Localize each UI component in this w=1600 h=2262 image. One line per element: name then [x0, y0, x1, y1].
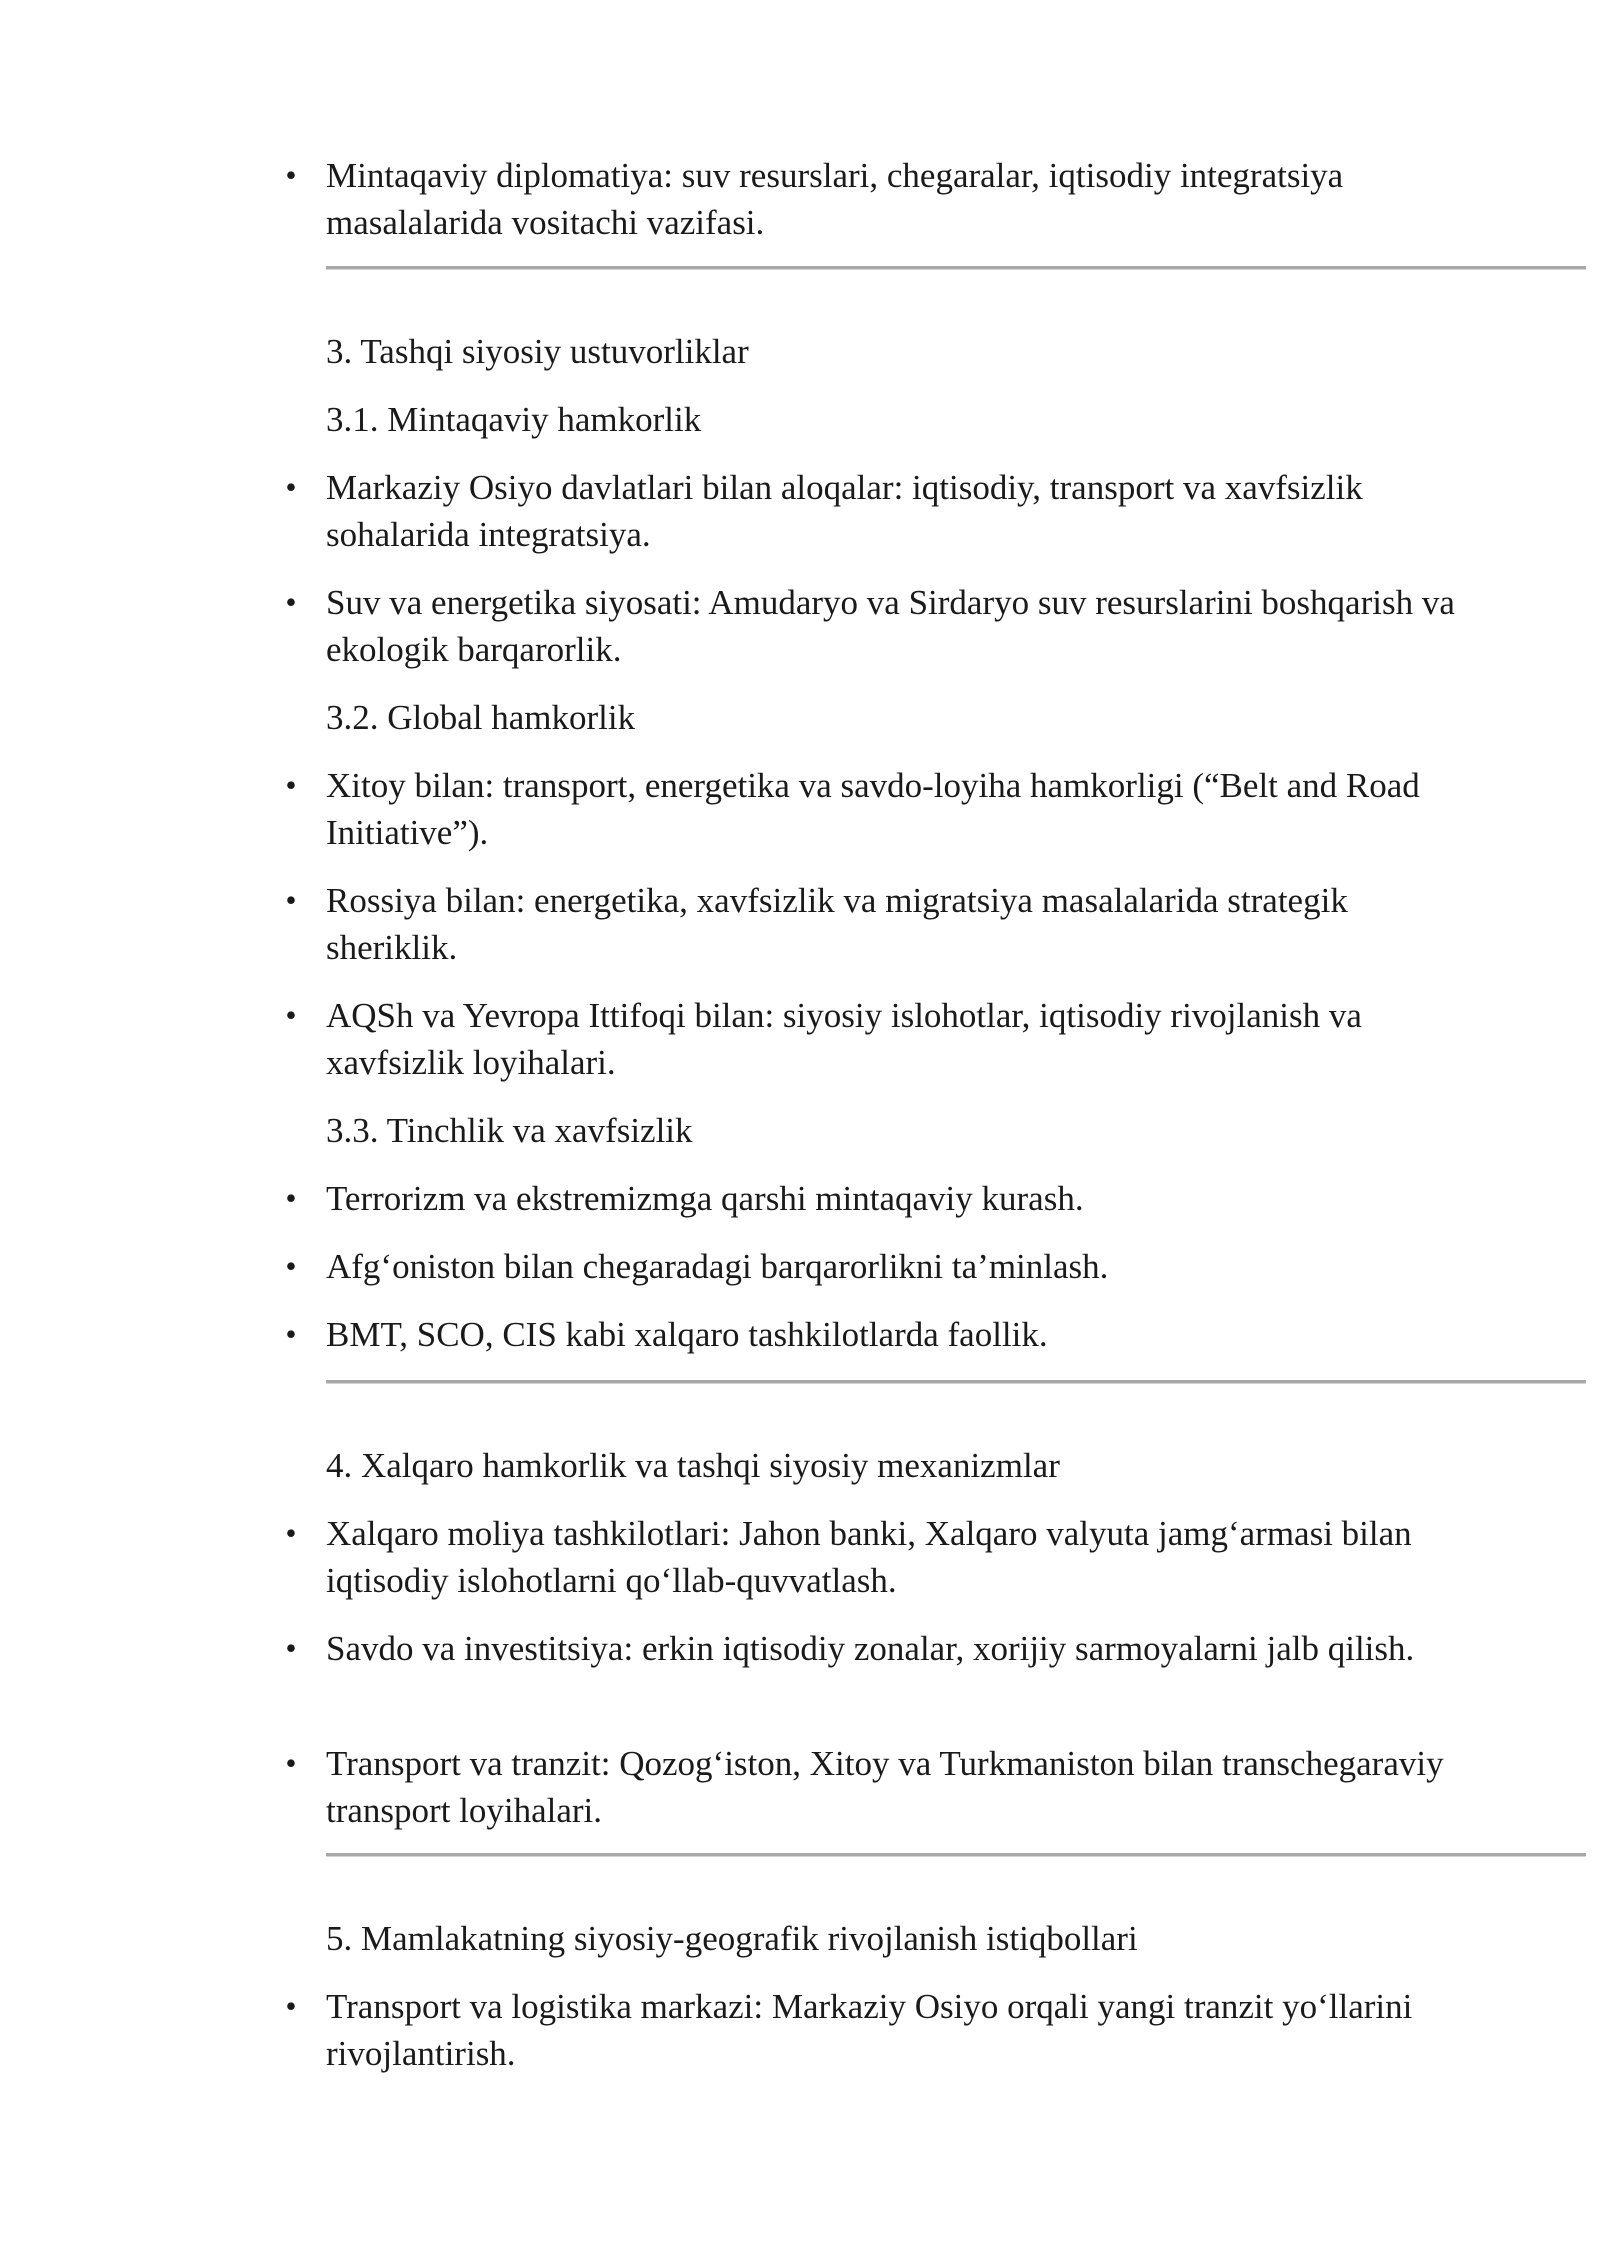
bullet-icon: • — [285, 1988, 297, 2024]
subsection-heading: 3.2. Global hamkorlik — [326, 698, 636, 737]
bullet-icon: • — [285, 157, 297, 193]
list-item-text: Rossiya bilan: energetika, xavfsizlik va migratsiya masalalarida strategik sheriklik. — [326, 881, 1348, 967]
list-item — [285, 1983, 1466, 2077]
bullet-icon: • — [285, 469, 297, 505]
section-heading: 5. Mamlakatning siyosiy-geografik rivojlanish istiqbollari — [326, 1919, 1138, 1958]
bullet-icon: • — [285, 1248, 297, 1284]
list-item-text: Suv va energetika siyosati: Amudaryo va Sirdaryo suv resurslarini boshqarish va ekologik barqarorlik. — [326, 583, 1455, 669]
list-item-text: Savdo va investitsiya: erkin iqtisodiy zonalar, xorijiy sarmoyalarni jalb qilish. — [326, 1629, 1415, 1668]
list-item-text: Xitoy bilan: transport, energetika va savdo-loyiha hamkorligi (“Belt and Road Initiative”). — [326, 766, 1420, 852]
list-item-text: Markaziy Osiyo davlatlari bilan aloqalar: iqtisodiy, transport va xavfsizlik sohalarida integratsiya. — [326, 468, 1363, 554]
list-item — [285, 992, 1466, 1086]
list-item — [285, 877, 1466, 971]
list-item — [285, 1510, 1466, 1604]
section-heading: 4. Xalqaro hamkorlik va tashqi siyosiy mexanizmlar — [326, 1446, 1060, 1485]
bullet-icon: • — [285, 1630, 297, 1666]
section-divider — [326, 1380, 1586, 1384]
bullet-icon: • — [285, 1515, 297, 1551]
list-item — [285, 762, 1466, 856]
list-item — [285, 1243, 1466, 1290]
bullet-icon: • — [285, 997, 297, 1033]
bullet-icon: • — [285, 1745, 297, 1781]
list-item — [285, 1311, 1466, 1358]
list-item-text: Afg‘oniston bilan chegaradagi barqarorlikni ta’minlash. — [326, 1247, 1109, 1286]
section-divider — [326, 1853, 1586, 1857]
list-item — [285, 1175, 1466, 1222]
list-item-text: Mintaqaviy diplomatiya: suv resurslari, chegaralar, iqtisodiy integratsiya masalalarida vositachi vazifasi. — [326, 156, 1344, 242]
bullet-icon: • — [285, 767, 297, 803]
list-item — [285, 579, 1466, 673]
bullet-icon: • — [285, 1180, 297, 1216]
list-item-text: Xalqaro moliya tashkilotlari: Jahon banki, Xalqaro valyuta jamg‘armasi bilan iqtisodiy islohotlarni qo‘llab-quvvatlash. — [326, 1514, 1412, 1600]
bullet-icon: • — [285, 1316, 297, 1352]
section-divider — [326, 266, 1586, 270]
bullet-icon: • — [285, 882, 297, 918]
list-item — [285, 1625, 1466, 1672]
list-item — [285, 1740, 1466, 1834]
subsection-heading: 3.3. Tinchlik va xavfsizlik — [326, 1111, 693, 1150]
list-item-text: Terrorizm va ekstremizmga qarshi mintaqaviy kurash. — [326, 1179, 1084, 1218]
list-item-text: BMT, SCO, CIS kabi xalqaro tashkilotlarda faollik. — [326, 1315, 1048, 1354]
subsection-heading: 3.1. Mintaqaviy hamkorlik — [326, 400, 702, 439]
list-item — [285, 152, 1466, 246]
list-item-text: Transport va logistika markazi: Markaziy Osiyo orqali yangi tranzit yo‘llarini rivojlantirish. — [326, 1987, 1413, 2073]
list-item — [285, 464, 1466, 558]
list-item-text: Transport va tranzit: Qozog‘iston, Xitoy va Turkmaniston bilan transchegaraviy transport loyihalari. — [326, 1744, 1444, 1830]
bullet-icon: • — [285, 584, 297, 620]
section-heading: 3. Tashqi siyosiy ustuvorliklar — [326, 332, 749, 371]
list-item-text: AQSh va Yevropa Ittifoqi bilan: siyosiy islohotlar, iqtisodiy rivojlanish va xavfsizlik loyihalari. — [326, 996, 1362, 1082]
